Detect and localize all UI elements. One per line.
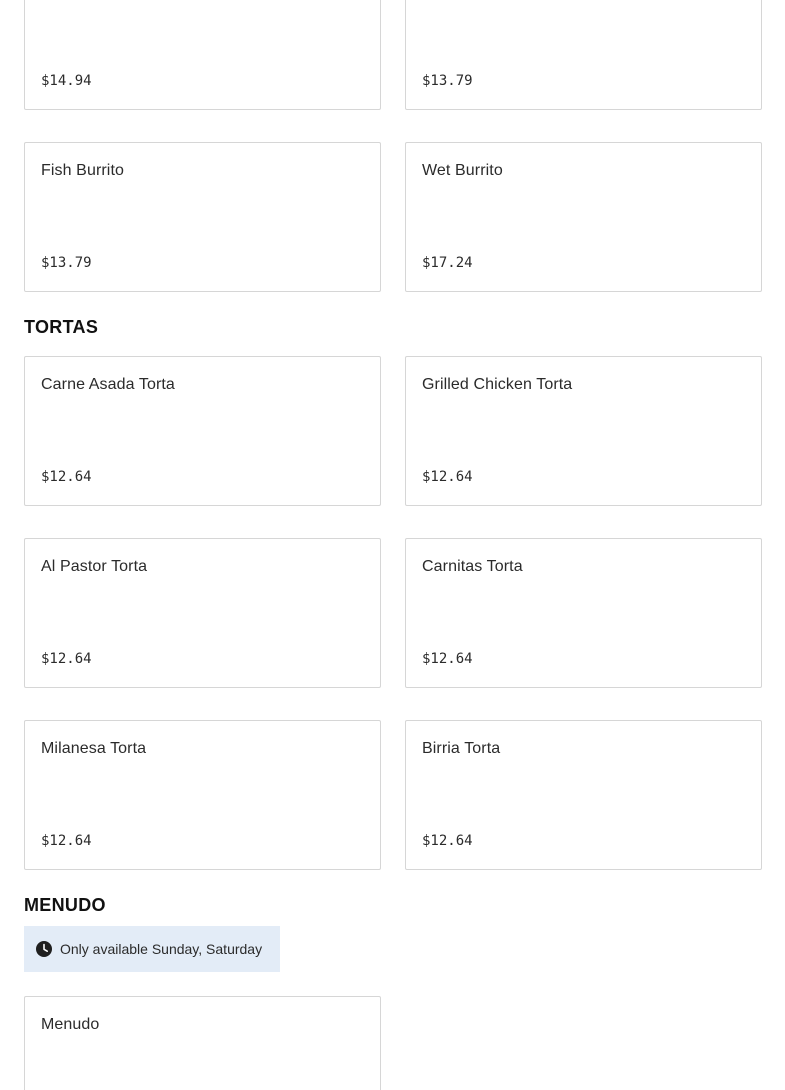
item-name: Menudo xyxy=(41,1016,100,1033)
menu-item-card[interactable] xyxy=(405,0,762,110)
item-name: Wet Burrito xyxy=(422,162,503,179)
item-name: Al Pastor Torta xyxy=(41,558,148,575)
item-price: $14.94 xyxy=(41,73,92,89)
menu-item-card[interactable] xyxy=(405,720,762,870)
item-price: $13.79 xyxy=(41,255,92,271)
menu-item-card[interactable] xyxy=(24,996,381,1090)
section-title-tortas: TORTAS xyxy=(24,317,99,337)
clock-icon xyxy=(36,941,52,957)
item-price: $12.64 xyxy=(422,833,473,849)
availability-notice xyxy=(24,926,280,972)
item-price: $12.64 xyxy=(41,651,92,667)
item-name: Milanesa Torta xyxy=(41,740,147,757)
menu-item-card[interactable] xyxy=(405,356,762,506)
item-price: $17.24 xyxy=(422,255,473,271)
item-price: $12.64 xyxy=(41,833,92,849)
menu-item-card[interactable] xyxy=(24,356,381,506)
item-price: $12.64 xyxy=(422,469,473,485)
item-name: Grilled Chicken Torta xyxy=(422,376,573,393)
item-price: $12.64 xyxy=(41,469,92,485)
item-name: Carnitas Torta xyxy=(422,558,523,575)
item-name: Birria Torta xyxy=(422,740,501,757)
menu-item-card[interactable] xyxy=(405,142,762,292)
item-price: $13.79 xyxy=(422,73,473,89)
menu-item-card[interactable] xyxy=(405,538,762,688)
availability-text: Only available Sunday, Saturday xyxy=(60,941,263,957)
section-title-menudo: MENUDO xyxy=(24,895,106,915)
item-name: Fish Burrito xyxy=(41,162,124,179)
item-price: $12.64 xyxy=(422,651,473,667)
menu-item-card[interactable] xyxy=(24,720,381,870)
menu-item-card[interactable] xyxy=(24,0,381,110)
item-name: Carne Asada Torta xyxy=(41,376,175,393)
menu-item-card[interactable] xyxy=(24,142,381,292)
menu-item-card[interactable] xyxy=(24,538,381,688)
